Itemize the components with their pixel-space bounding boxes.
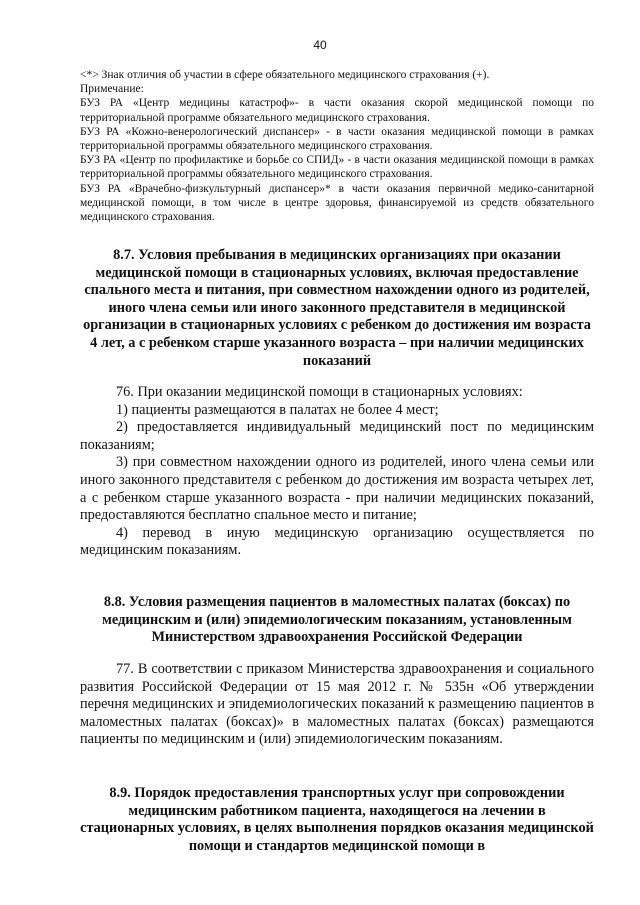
section-8-7-body — [80, 384, 594, 560]
note-item: БУЗ РА «Центр по профилактике и борьбе со СПИД» - в части оказания медицинской помощи в рамках территориальной программы обязательного медицинского страхования. — [80, 154, 594, 181]
paragraph: 3) при совместном нахождении одного из родителей, иного члена семьи или иного законного представителя с ребенком до достижения им возраста четырех лет, а с ребенком старше указанного возраста - при наличии медицинских показаний, предоставляются бесплатно спальное место и питание; — [80, 454, 594, 524]
note-item: БУЗ РА «Кожно-венерологический диспансер» - в части оказания медицинской помощи в рамках территориальной программы обязательного медицинского страхования. — [80, 125, 594, 153]
paragraph: 76. При оказании медицинской помощи в стационарных условиях: — [116, 384, 523, 400]
paragraph: 1) пациенты размещаются в палатах не более 4 мест; — [116, 401, 439, 418]
note-heading: Примечание: — [80, 83, 144, 96]
paragraph: 4) перевод в иную медицинскую организацию осуществляется по медицинским показаниям. — [80, 524, 594, 559]
page-number: 40 — [313, 38, 327, 52]
paragraph: 2) предоставляется индивидуальный медицинский пост по медицинским показаниям; — [80, 419, 594, 453]
note-item: БУЗ РА «Врачебно-физкультурный диспансер»* в части оказания первичной медико-санитарной медицинской помощи, в том числе в центре здоровья, финансируемой из средств обязательного медицинского страхования. — [80, 182, 594, 224]
section-8-8-body — [80, 661, 594, 749]
section-8-9-heading: 8.9. Порядок предоставления транспортных услуг при сопровождении медицинским работником пациента, находящегося на лечении в стационарных условиях, в целях выполнения порядков оказания медицинской помощи и стандартов медицинской помощи в — [80, 785, 594, 854]
section-8-7-heading: 8.7. Условия пребывания в медицинских организациях при оказании медицинской помощи в стационарных условиях, включая предоставление спального места и питания, при совместном нахождении одного из родителей, иного члена семьи или иного законного представителя в медицинской организации в стационарных условиях с ребенком до достижения им возраста 4 лет, а с ребенком старше указанного возраста – при наличии медицинских показаний — [83, 247, 591, 369]
notes-block — [80, 68, 594, 224]
section-8-8-heading: 8.8. Условия размещения пациентов в маломестных палатах (боксах) по медицинским и (или) эпидемиологическим показаниям, установленным Министерством здравоохранения Российской Федерации — [102, 594, 572, 646]
note-item: БУЗ РА «Центр медицины катастроф»- в части оказания скорой медицинской помощи по территориальной программе обязательного медицинского страхования. — [80, 97, 594, 124]
note-legend: <*> Знак отличия об участии в сфере обязательного медицинского страхования (+). — [80, 69, 490, 81]
paragraph: 77. В соответствии с приказом Министерства здравоохранения и социального развития Российской Федерации от 15 мая 2012 г. № 535н «Об утверждении перечня медицинских и эпидемиологических показаний к размещению пациентов в маломестных палатах (боксах)» в маломестных палатах (боксах) размещаются пациенты по медицинским и (или) эпидемиологическим показаниям. — [80, 661, 594, 748]
